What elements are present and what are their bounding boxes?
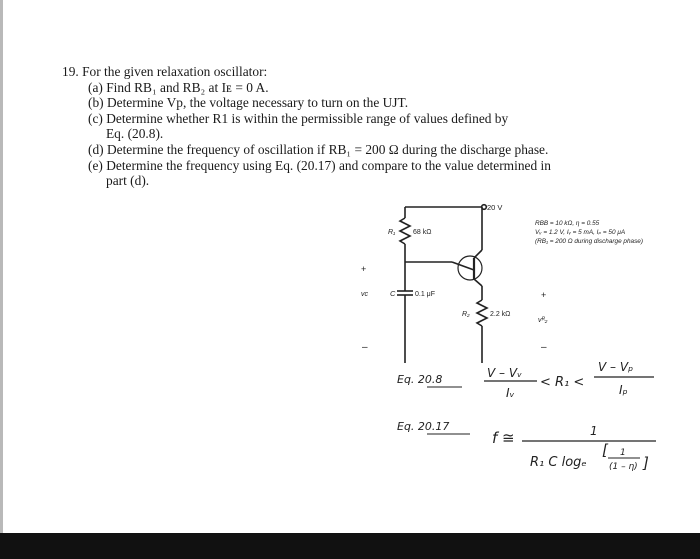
- ujt-b1-lead: [474, 279, 482, 286]
- ujt-b2-lead: [474, 250, 482, 258]
- eq2-left-bracket: [: [602, 441, 608, 459]
- part-a: (a) Find RB₁ and RB₂ at Iᴇ = 0 A.: [88, 79, 269, 95]
- part-c: (c) Determine whether R1 is within the permissible range of values defined by: [88, 110, 509, 126]
- vr2-plus-sign: +: [541, 290, 547, 300]
- eq1-middle: < R₁ <: [540, 375, 585, 390]
- supply-voltage-label: 20 V: [487, 203, 503, 212]
- circuit-diagram: [397, 205, 487, 363]
- vc-minus-sign: –: [362, 342, 368, 353]
- r2-value: 2.2 kΩ: [490, 311, 511, 318]
- vc-label: vᴄ: [361, 291, 368, 298]
- eq2-numerator: 1: [590, 424, 598, 438]
- eq1-left-numerator: V – Vᵥ: [487, 366, 523, 380]
- eq1-right-denominator: Iₚ: [619, 383, 628, 397]
- vr2-label: vᴿ₂: [538, 317, 548, 324]
- vc-plus-sign: +: [361, 264, 367, 274]
- eq2-inner-numerator: 1: [620, 448, 626, 458]
- handwritten-eq-20-8-label: Eq. 20.8: [397, 373, 443, 386]
- r2-label: R₂: [462, 311, 470, 318]
- part-c-continued: Eq. (20.8).: [106, 126, 164, 142]
- ujt-emitter-lead: [452, 262, 474, 270]
- handwritten-eq-20-17-label: Eq. 20.17: [397, 420, 450, 433]
- vr2-minus-sign: –: [541, 342, 547, 353]
- param-line-1: RBB = 10 kΩ, η = 0.55: [535, 220, 600, 227]
- eq1-right-numerator: V – Vₚ: [598, 360, 634, 374]
- r1-value: 68 kΩ: [413, 229, 432, 236]
- capacitor-value: 0.1 μF: [415, 291, 435, 298]
- problem-title: 19. For the given relaxation oscillator:: [62, 64, 268, 79]
- param-line-3: (RB₁ = 200 Ω during discharge phase): [535, 238, 643, 245]
- r1-label: R₁: [388, 229, 396, 236]
- eq1-left-denominator: Iᵥ: [506, 386, 515, 400]
- bottom-black-bar: [0, 533, 700, 559]
- part-b: (b) Determine Vp, the voltage necessary to turn on the UJT.: [88, 95, 409, 111]
- eq2-right-bracket: ]: [643, 454, 649, 472]
- eq2-lhs: f ≅: [492, 429, 515, 447]
- eq2-inner-denominator: (1 – η): [609, 462, 638, 472]
- part-d: (d) Determine the frequency of oscillation if RB₁ = 200 Ω during the discharge phase.: [88, 141, 549, 157]
- param-line-2: Vᵥ = 1.2 V, Iᵥ = 5 mA, Iₚ = 50 μA: [535, 229, 626, 236]
- resistor-r2: [477, 300, 487, 326]
- part-e: (e) Determine the frequency using Eq. (20.17) and compare to the value determined in: [88, 157, 551, 173]
- part-e-continued: part (d).: [106, 173, 150, 189]
- resistor-r1: [400, 218, 410, 244]
- capacitor-label: C: [390, 289, 396, 298]
- eq2-denominator: R₁ C logₑ: [530, 455, 587, 470]
